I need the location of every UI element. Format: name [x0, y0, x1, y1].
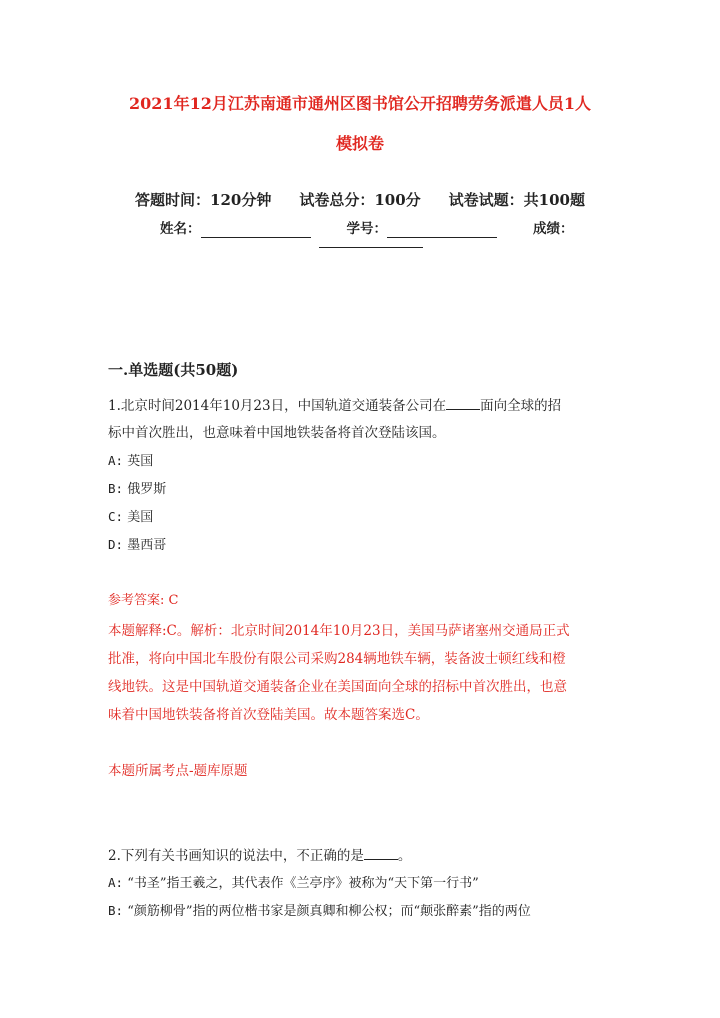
option-text: 墨西哥: [127, 538, 167, 553]
question-1-option-c: [108, 508, 153, 527]
meta-question-count: [449, 190, 585, 210]
meta-time-value: 120分钟: [210, 191, 272, 209]
exam-title-line-1: 2021年12月江苏南通市通州区图书馆公开招聘劳务派遣人员1人: [129, 94, 591, 113]
question-1-explanation-line-1: 本题解释:C。解析：北京时间2014年10月23日，美国马萨诸塞州交通局正式: [108, 623, 570, 639]
meta-total-score-value: 100分: [374, 191, 421, 209]
option-key: C:: [108, 509, 124, 524]
question-2-option-a: [108, 874, 479, 893]
option-key: A:: [108, 453, 124, 468]
question-2-stem: [108, 846, 411, 865]
question-1-explanation-line-2: 批准，将向中国北车股份有限公司采购284辆地铁车辆，装备波士顿红线和橙: [108, 651, 566, 667]
option-text: 美国: [127, 510, 154, 525]
question-1-option-b: [108, 480, 166, 499]
question-1-explanation-line-3: 线地铁。这是中国轨道交通装备企业在美国面向全球的招标中首次胜出，也意: [108, 679, 567, 695]
option-key: A:: [108, 875, 124, 890]
student-info-row: [160, 220, 574, 238]
option-key: B:: [108, 481, 124, 496]
question-1-option-d: [108, 536, 166, 555]
meta-total-score-label: 试卷总分：: [299, 191, 375, 209]
name-label: 姓名：: [160, 221, 201, 237]
option-text: “书圣”指王羲之，其代表作《兰亭序》被称为“天下第一行书”: [127, 876, 479, 891]
meta-question-count-value: 共100题: [523, 191, 585, 209]
option-key: D:: [108, 537, 124, 552]
question-1-explanation-line-4: 味着中国地铁装备将首次登陆美国。故本题答案选C。: [108, 707, 429, 723]
meta-total-score: [299, 190, 420, 210]
question-2-stem-part-b: 。: [397, 848, 412, 864]
option-key: B:: [108, 903, 124, 918]
question-1-option-a: [108, 452, 153, 471]
exam-meta-row: [0, 190, 720, 210]
meta-time: [135, 190, 271, 210]
score-blank: [319, 246, 423, 248]
question-1-answer: 参考答案: C: [108, 593, 179, 608]
question-1-topic: 本题所属考点-题库原题: [108, 763, 248, 779]
question-1-stem-line-1: [108, 396, 561, 415]
option-text: 俄罗斯: [127, 482, 167, 497]
option-text: 英国: [127, 454, 154, 469]
question-1-stem-line-2: 标中首次胜出，也意味着中国地铁装备将首次登陆该国。: [108, 425, 446, 441]
question-1-stem-part-b: 面向全球的招: [480, 398, 562, 414]
question-1-blank: [446, 396, 480, 410]
question-2-option-b: [108, 902, 531, 921]
meta-time-label: 答题时间：: [135, 191, 211, 209]
question-2-stem-part-a: 2.下列有关书画知识的说法中，不正确的是: [108, 848, 364, 864]
option-text: “颜筋柳骨”指的两位楷书家是颜真卿和柳公权；而“颠张醉素”指的两位: [127, 904, 531, 919]
student-id-label: 学号：: [346, 221, 387, 237]
score-label: 成绩：: [533, 221, 574, 237]
name-blank: [201, 222, 311, 238]
question-2-blank: [364, 846, 398, 860]
exam-title-line-2: 模拟卷: [335, 134, 384, 153]
meta-question-count-label: 试卷试题：: [448, 191, 524, 209]
section-title: 一.单选题(共50题): [108, 361, 239, 379]
question-1-stem-part-a: 1.北京时间2014年10月23日，中国轨道交通装备公司在: [108, 398, 447, 414]
student-id-blank: [387, 222, 497, 238]
